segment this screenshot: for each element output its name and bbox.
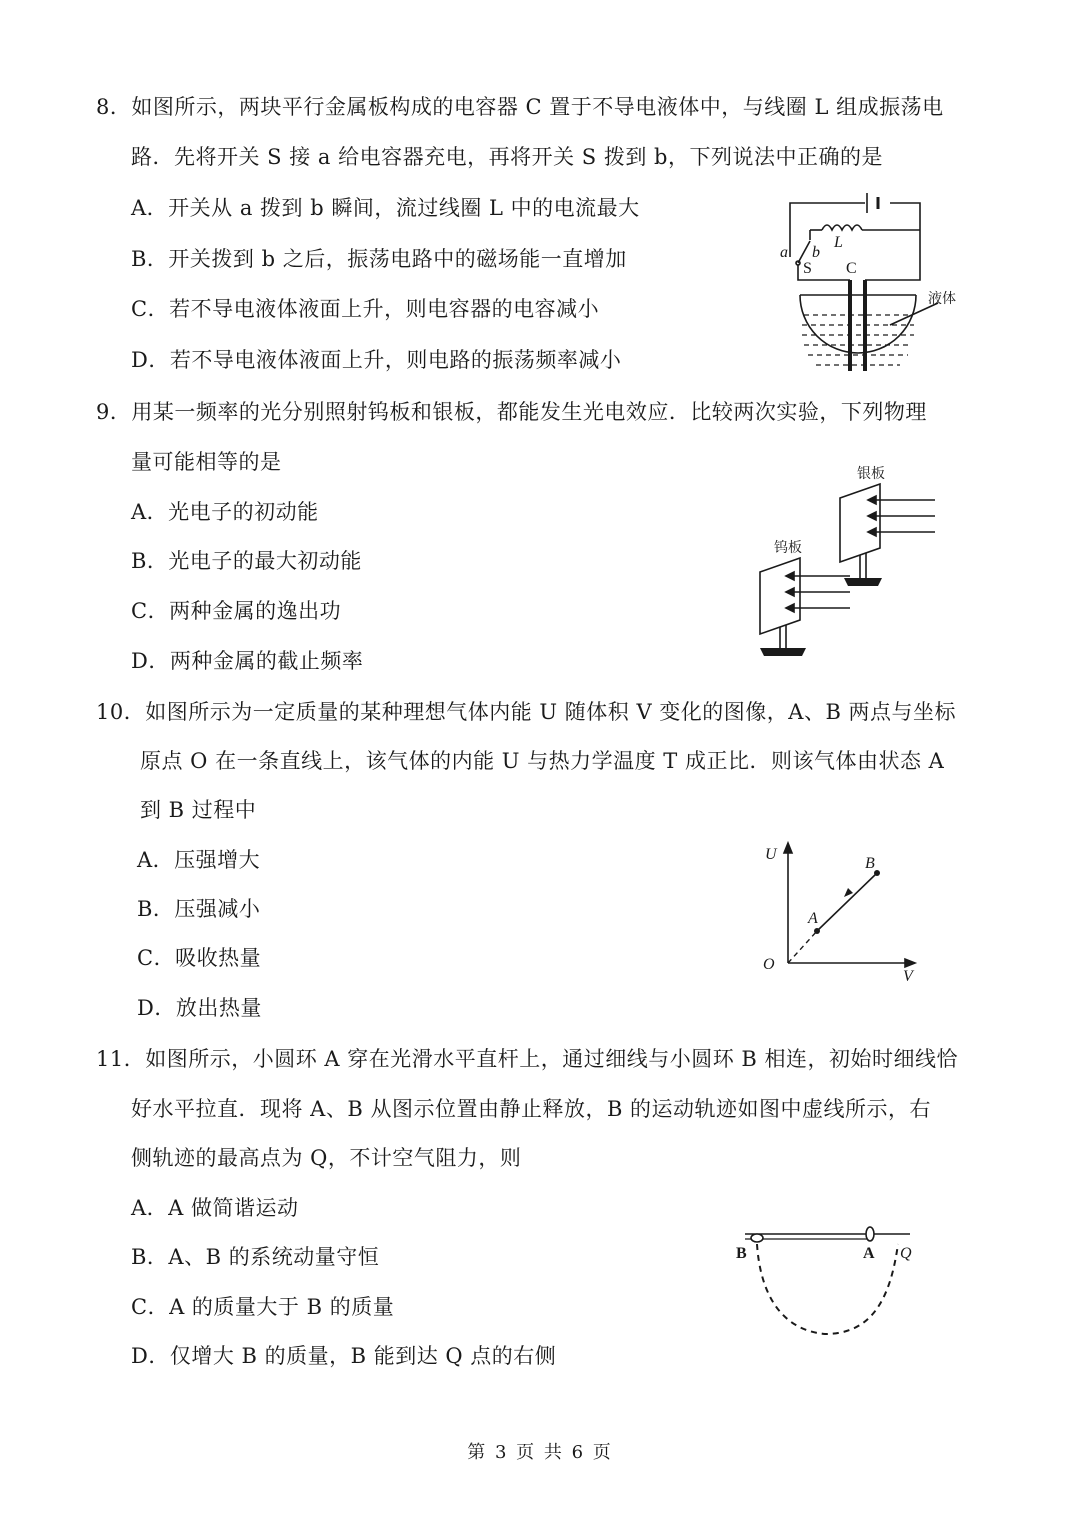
q8-stem-line2: 路．先将开关 S 接 a 给电容器充电，再将开关 S 拨到 b，下列说法中正确的是 — [131, 145, 883, 169]
q11-label-a: A — [863, 1245, 875, 1262]
q10-label-u: U — [765, 846, 777, 863]
q8-option-d: D．若不导电液体液面上升，则电路的振荡频率减小 — [131, 348, 622, 372]
q9-label-silver: 银板 — [857, 466, 885, 482]
q8-label-b: b — [812, 244, 820, 261]
q9-stem-line1: 9．用某一频率的光分别照射钨板和银板，都能发生光电效应．比较两次实验，下列物理 — [96, 400, 927, 424]
q9-option-d: D．两种金属的截止频率 — [131, 649, 364, 673]
q10-stem-line1: 10．如图所示为一定质量的某种理想气体内能 U 随体积 V 变化的图像，A、B 两点与坐标 — [96, 700, 957, 724]
q10-label-v: V — [903, 968, 913, 985]
q10-stem-line3: 到 B 过程中 — [140, 798, 257, 822]
q10-label-b: B — [865, 855, 875, 872]
q10-u-v-graph — [755, 835, 930, 985]
q10-option-c: C．吸收热量 — [137, 946, 262, 970]
q10-option-d: D．放出热量 — [137, 996, 262, 1020]
q8-label-l: L — [834, 234, 843, 251]
q11-label-q: Q — [900, 1245, 912, 1262]
q8-option-c: C．若不导电液体液面上升，则电容器的电容减小 — [131, 297, 600, 321]
q11-stem-line2: 好水平拉直．现将 A、B 从图示位置由静止释放，B 的运动轨迹如图中虚线所示，右 — [131, 1097, 932, 1121]
q8-stem-line1: 8．如图所示，两块平行金属板构成的电容器 C 置于不导电液体中，与线圈 L 组成振荡电 — [96, 95, 944, 119]
q8-label-s: S — [803, 260, 812, 277]
q9-photoelectric-figure — [750, 460, 950, 670]
q8-option-b: B．开关拨到 b 之后，振荡电路中的磁场能一直增加 — [131, 247, 627, 271]
q8-label-a: a — [780, 244, 788, 261]
q11-option-d: D．仅增大 B 的质量，B 能到达 Q 点的右侧 — [131, 1344, 557, 1368]
q9-stem-line2: 量可能相等的是 — [131, 450, 282, 474]
q11-ring-trajectory-figure — [730, 1222, 925, 1362]
q10-stem-line2: 原点 O 在一条直线上，该气体的内能 U 与热力学温度 T 成正比．则该气体由状态 A — [140, 749, 945, 773]
q8-label-liquid: 液体 — [928, 291, 956, 307]
q11-label-b: B — [736, 1245, 747, 1262]
q11-option-a: A．A 做简谐运动 — [131, 1196, 299, 1220]
q10-label-o: O — [763, 956, 775, 973]
q9-label-tungsten: 钨板 — [774, 540, 802, 556]
q8-lc-circuit-figure — [770, 185, 970, 385]
q9-option-a: A．光电子的初动能 — [131, 500, 319, 524]
q10-option-b: B．压强减小 — [137, 897, 261, 921]
q10-label-a: A — [808, 910, 818, 927]
page-footer: 第 3 页 共 6 页 — [467, 1442, 613, 1463]
q10-option-a: A．压强增大 — [137, 848, 261, 872]
q11-option-b: B．A、B 的系统动量守恒 — [131, 1245, 380, 1269]
q9-option-c: C．两种金属的逸出功 — [131, 599, 342, 623]
q11-stem-line3: 侧轨迹的最高点为 Q，不计空气阻力，则 — [131, 1146, 522, 1170]
q11-option-c: C．A 的质量大于 B 的质量 — [131, 1295, 395, 1319]
q11-stem-line1: 11．如图所示，小圆环 A 穿在光滑水平直杆上，通过细线与小圆环 B 相连，初始时细线恰 — [96, 1047, 959, 1071]
q8-option-a: A．开关从 a 拨到 b 瞬间，流过线圈 L 中的电流最大 — [131, 196, 640, 220]
q9-option-b: B．光电子的最大初动能 — [131, 549, 362, 573]
q8-label-c: C — [846, 260, 857, 277]
